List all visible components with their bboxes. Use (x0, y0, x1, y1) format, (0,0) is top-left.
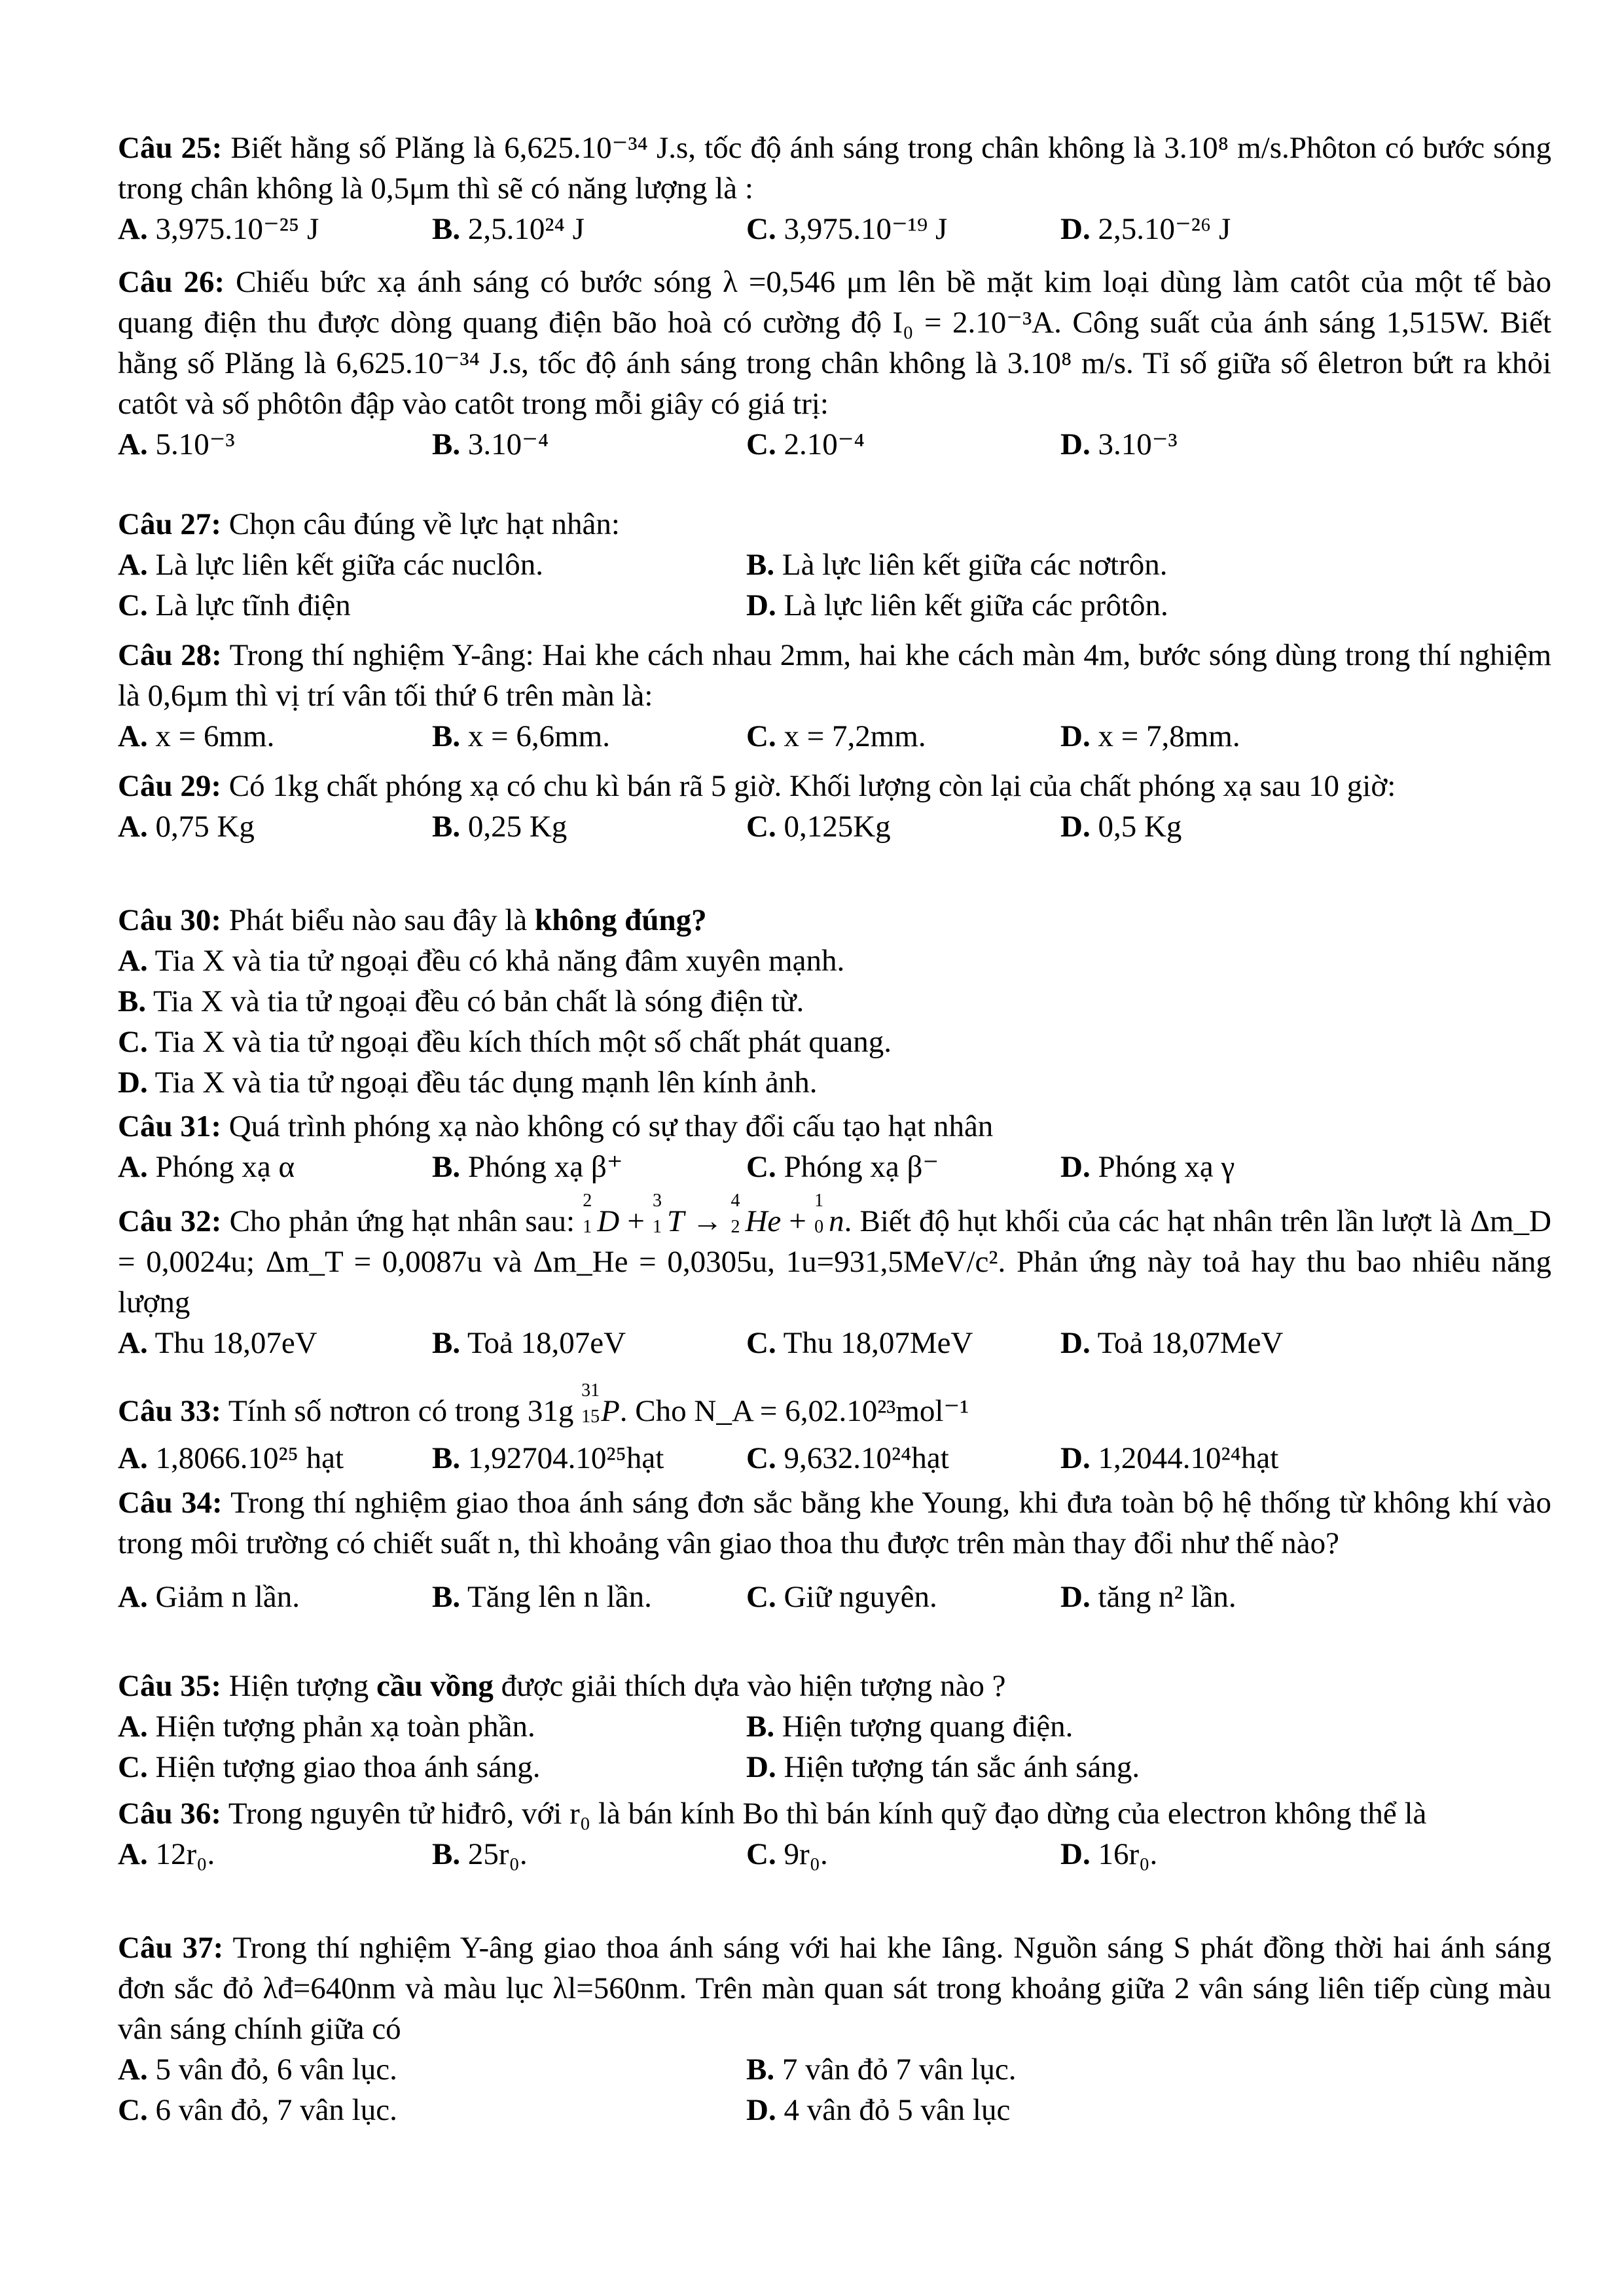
question-text: Phát biểu nào sau đây là (221, 903, 535, 937)
option-c: C. Phóng xạ β⁻ (746, 1150, 939, 1184)
question-stem: Câu 33: Tính số nơtron có trong 31g 31 15 P. Cho N_A = 6,02.10²³mol⁻¹ (118, 1391, 1551, 1431)
question-label: Câu 33: (118, 1394, 221, 1428)
question-text: Hiện tượng (221, 1669, 376, 1703)
question-30 (118, 900, 1551, 1103)
question-label: Câu 29: (118, 769, 221, 803)
nuclide-tritium: 3 1 T (652, 1191, 685, 1238)
option-c: C. Là lực tĩnh điện (118, 588, 351, 622)
option-d: D. 4 vân đỏ 5 vân lục (746, 2093, 1011, 2127)
option-b: B. Toả 18,07eV (432, 1326, 626, 1360)
question-label: Câu 28: (118, 638, 222, 672)
option-b: B. 1,92704.10²⁵hạt (432, 1441, 664, 1475)
option-d: D. Tia X và tia tử ngoại đều tác dụng mạnh lên kính ảnh. (118, 1066, 818, 1100)
question-label: Câu 32: (118, 1204, 222, 1238)
question-label: Câu 25: (118, 131, 223, 165)
option-c: C. 2.10⁻⁴ (746, 427, 865, 461)
nuclide-neutron: 1 0 n (814, 1191, 844, 1238)
option-d: D. x = 7,8mm. (1060, 719, 1240, 753)
option-a: A. Tia X và tia tử ngoại đều có khả năng đâm xuyên mạnh. (118, 944, 845, 978)
options-row (118, 1323, 1551, 1363)
question-stem: Câu 32: Cho phản ứng hạt nhân sau: 2 1 D + 3 1 T → 4 2 He + 1 0 n. Biết độ hụt khối của các hạt nhân trên lần lượt là Δm_D = 0,0024u; Δm_T = 0,0087u và Δm_He = 0,0305u, 1u=931,5MeV/c². Phản ứng này toả hay thu bao nhiêu năng lượng (118, 1191, 1552, 1319)
question-stem (118, 900, 1551, 941)
option-a: A. Giảm n lần. (118, 1580, 300, 1614)
option-c: C. 0,125Kg (746, 810, 891, 844)
question-text: Tính số nơtron có trong 31g (221, 1394, 582, 1428)
question-stem: Câu 35: Hiện tượng cầu vồng được giải thích dựa vào hiện tượng nào ? (118, 1669, 1006, 1703)
question-stem (118, 1793, 1551, 1834)
options-row (118, 2049, 1551, 2090)
option-b: B. 2,5.10²⁴ J (432, 212, 585, 246)
option-c: C. Tia X và tia tử ngoại đều kích thích một số chất phát quang. (118, 1025, 892, 1059)
options-row (118, 424, 1551, 465)
option-a: A. 5.10⁻³ (118, 427, 235, 461)
option-d: D. Phóng xạ γ (1060, 1150, 1235, 1184)
option-d: D. 1,2044.10²⁴hạt (1060, 1441, 1279, 1475)
nuclide-phosphorus: 31 15 P (581, 1380, 620, 1428)
question-stem (118, 128, 1551, 209)
option-d: D. tăng n² lần. (1060, 1580, 1236, 1614)
options-row (118, 585, 1551, 626)
question-stem (118, 1482, 1551, 1564)
nuclide-helium: 4 2 He (731, 1191, 782, 1238)
question-stem (118, 635, 1551, 716)
option-b: B. Hiện tượng quang điện. (746, 1710, 1074, 1744)
question-stem (118, 504, 1551, 545)
option-a: A. 12r₀. (118, 1837, 215, 1871)
question-28 (118, 635, 1551, 757)
question-stem (118, 766, 1551, 806)
question-27 (118, 504, 1551, 626)
question-34 (118, 1482, 1551, 1617)
question-stem (118, 1106, 1551, 1147)
question-29 (118, 766, 1551, 847)
option-b: B. Tia X và tia tử ngoại đều có bản chất là sóng điện từ. (118, 984, 804, 1018)
option-b: B. 7 vân đỏ 7 vân lục. (746, 2053, 1017, 2087)
option-c: C. 3,975.10⁻¹⁹ J (746, 212, 948, 246)
question-stem (118, 262, 1551, 424)
option-b: B. 25r₀. (432, 1837, 528, 1871)
question-label: Câu 30: (118, 903, 221, 937)
option-a: A. x = 6mm. (118, 719, 275, 753)
option-a: A. Là lực liên kết giữa các nuclôn. (118, 548, 543, 582)
option-d: D. Toả 18,07MeV (1060, 1326, 1284, 1360)
option-a: A. 5 vân đỏ, 6 vân lục. (118, 2053, 397, 2087)
options-row (118, 545, 1551, 585)
option-d: D. Là lực liên kết giữa các prôtôn. (746, 588, 1168, 622)
question-emphasis: cầu vồng (376, 1669, 494, 1703)
options-row (118, 1834, 1551, 1874)
question-label: Câu 36: (118, 1797, 221, 1831)
option-b: B. 3.10⁻⁴ (432, 427, 549, 461)
options-row (118, 806, 1551, 847)
options-row (118, 2090, 1551, 2130)
question-label: Câu 31: (118, 1109, 221, 1143)
option-a: A. 0,75 Kg (118, 810, 255, 844)
option-d: D. Hiện tượng tán sắc ánh sáng. (746, 1750, 1140, 1784)
option-c: C. Thu 18,07MeV (746, 1326, 973, 1360)
question-31 (118, 1106, 1551, 1187)
option-b: B. Tăng lên n lần. (432, 1580, 652, 1614)
options-row (118, 209, 1551, 249)
question-37 (118, 1928, 1551, 2130)
option-c: C. 6 vân đỏ, 7 vân lục. (118, 2093, 397, 2127)
question-text: Có 1kg chất phóng xạ có chu kì bán rã 5 giờ. Khối lượng còn lại của chất phóng xạ sau 10 giờ: (221, 769, 1396, 803)
option-a: A. Thu 18,07eV (118, 1326, 317, 1360)
option-c: C. 9r₀. (746, 1837, 828, 1871)
option-b: B. x = 6,6mm. (432, 719, 610, 753)
option-c: C. x = 7,2mm. (746, 719, 926, 753)
question-label: Câu 35: (118, 1669, 221, 1703)
option-d: D. 2,5.10⁻²⁶ J (1060, 212, 1231, 246)
nuclide-deuterium: 2 1 D (583, 1191, 620, 1238)
question-text: Biết hằng số Plăng là 6,625.10⁻³⁴ J.s, tốc độ ánh sáng trong chân không là 3.10⁸ m/s.Phôton có bước sóng trong chân không là 0,5μm thì sẽ có năng lượng là : (118, 131, 1551, 206)
options-row (118, 1747, 1551, 1787)
options-row (118, 1577, 1551, 1617)
option-a: A. 1,8066.10²⁵ hạt (118, 1441, 344, 1475)
option-c: C. 9,632.10²⁴hạt (746, 1441, 949, 1475)
question-text: Quá trình phóng xạ nào không có sự thay đổi cấu tạo hạt nhân (221, 1109, 994, 1143)
option-a: A. Phóng xạ α (118, 1150, 295, 1184)
option-b: B. 0,25 Kg (432, 810, 568, 844)
question-35 (118, 1666, 1551, 1787)
question-text: Trong thí nghiệm Y-âng giao thoa ánh sáng với hai khe Iâng. Nguồn sáng S phát đồng thời hai ánh sáng đơn sắc đỏ λđ=640nm và màu lục λl=560nm. Trên màn quan sát trong khoảng giữa 2 vân sáng liên tiếp cùng màu vân sáng chính giữa có (118, 1931, 1552, 2046)
question-36 (118, 1793, 1551, 1874)
question-text: Trong thí nghiệm Y-âng: Hai khe cách nhau 2mm, hai khe cách màn 4m, bước sóng dùng trong thí nghiệm là 0,6µm thì vị trí vân tối thứ 6 trên màn là: (118, 638, 1551, 713)
question-text: Chọn câu đúng về lực hạt nhân: (221, 507, 620, 541)
options-row (118, 1438, 1551, 1479)
option-c: C. Giữ nguyên. (746, 1580, 937, 1614)
question-label: Câu 26: (118, 265, 225, 299)
option-a: A. 3,975.10⁻²⁵ J (118, 212, 319, 246)
option-d: D. 3.10⁻³ (1060, 427, 1178, 461)
question-25 (118, 128, 1551, 249)
question-text: Trong nguyên tử hiđrô, với r₀ là bán kính Bo thì bán kính quỹ đạo dừng của electron không thể là (221, 1797, 1427, 1831)
option-b: B. Là lực liên kết giữa các nơtrôn. (746, 548, 1168, 582)
question-stem (118, 1928, 1551, 2049)
options-row (118, 1147, 1551, 1187)
option-a: A. Hiện tượng phản xạ toàn phần. (118, 1710, 535, 1744)
question-32 (118, 1191, 1552, 1363)
option-c: C. Hiện tượng giao thoa ánh sáng. (118, 1750, 541, 1784)
question-label: Câu 34: (118, 1486, 223, 1520)
question-text: Chiếu bức xạ ánh sáng có bước sóng λ =0,546 μm lên bề mặt kim loại dùng làm catôt của một tế bào quang điện thu được dòng quang điện bão hoà có cường độ I₀ = 2.10⁻³A. Công suất của ánh sáng 1,515W. Biết hằng số Plăng là 6,625.10⁻³⁴ J.s, tốc độ ánh sáng trong chân không là 3.10⁸ m/s. Tỉ số giữa số êletron bứt ra khỏi catôt và số phôtôn đập vào catôt trong mỗi giây có giá trị: (118, 265, 1551, 421)
option-d: D. 16r₀. (1060, 1837, 1158, 1871)
question-label: Câu 37: (118, 1931, 224, 1965)
options-row (118, 716, 1551, 757)
question-emphasis: không đúng? (535, 903, 707, 937)
question-label: Câu 27: (118, 507, 221, 541)
option-d: D. 0,5 Kg (1060, 810, 1182, 844)
question-text: Trong thí nghiệm giao thoa ánh sáng đơn sắc bằng khe Young, khi đưa toàn bộ hệ thống từ không khí vào trong môi trường có chiết suất n, thì khoảng vân giao thoa thu được trên màn thay đổi như thế nào? (118, 1486, 1551, 1560)
question-text: Cho phản ứng hạt nhân sau: (221, 1204, 583, 1238)
question-33 (118, 1380, 1551, 1479)
question-26 (118, 262, 1551, 465)
option-b: B. Phóng xạ β⁺ (432, 1150, 623, 1184)
options-row (118, 1706, 1551, 1747)
arrow-icon: → (684, 1204, 731, 1238)
